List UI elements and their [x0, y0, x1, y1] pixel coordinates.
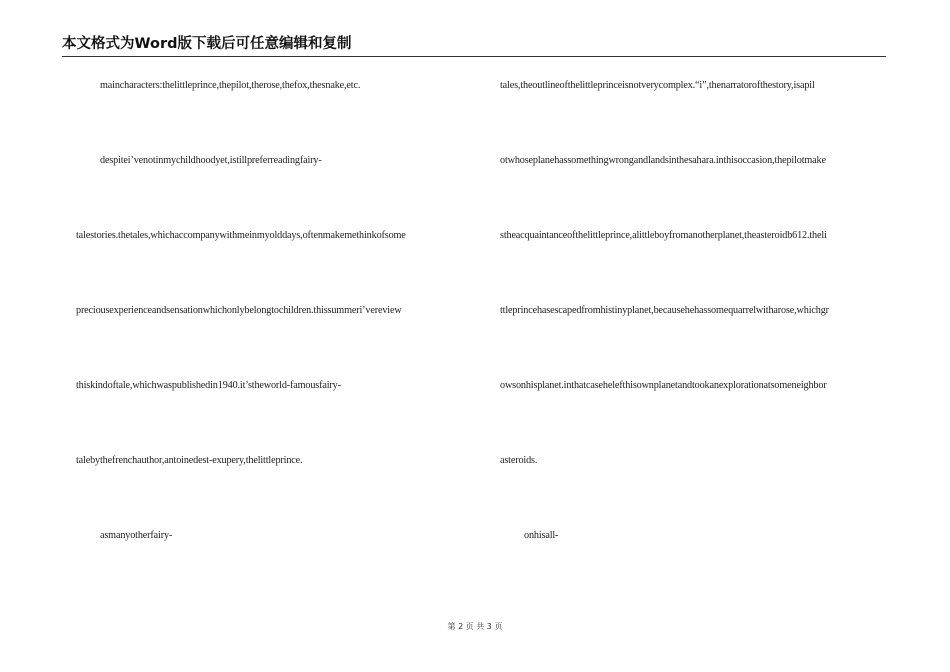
left-line-7: asmanyotherfairy-	[100, 530, 173, 541]
page-number-footer: 第 2 页 共 3 页	[447, 622, 503, 631]
left-line-4: preciousexperienceandsensationwhichonlybelongtochildren.thissummeri’vereview	[76, 305, 402, 316]
right-line-3: stheacquaintanceofthelittleprince,alittleboyfromanotherplanet,theasteroidb612.theli	[500, 230, 827, 241]
right-line-1: tales,theoutlineofthelittleprinceisnotverycomplex.“i”,thenarratorofthestory,isapil	[500, 80, 815, 91]
right-line-6: asteroids.	[500, 455, 538, 466]
left-line-6: talebythefrenchauthor,antoinedest-exupery,thelittleprince.	[76, 455, 303, 466]
left-line-1: maincharacters:thelittleprince,thepilot,therose,thefox,thesnake,etc.	[100, 80, 361, 91]
header-title: 本文格式为Word版下载后可任意编辑和复制	[62, 36, 352, 52]
right-line-2: otwhoseplanehassomethingwrongandlandsinthesahara.inthisoccasion,thepilotmake	[500, 155, 826, 166]
left-line-2: despitei’venotinmychildhoodyet,istillpreferreadingfairy-	[100, 155, 322, 166]
right-line-7: onhisall-	[524, 530, 559, 541]
page-header	[62, 34, 886, 57]
right-line-5: owsonhisplanet.inthatcasehelefthisownplanetandtookanexplorationatsomeneighbor	[500, 380, 827, 391]
left-line-3: talestories.thetales,whichaccompanywithmeinmyolddays,oftenmakemethinkofsome	[76, 230, 406, 241]
left-line-5: thiskindoftale,whichwaspublishedin1940.it’stheworld-famousfairy-	[76, 380, 341, 391]
right-line-4: ttleprincehasescapedfromhistinyplanet,becausehehassomequarrelwitharose,whichgr	[500, 305, 829, 316]
